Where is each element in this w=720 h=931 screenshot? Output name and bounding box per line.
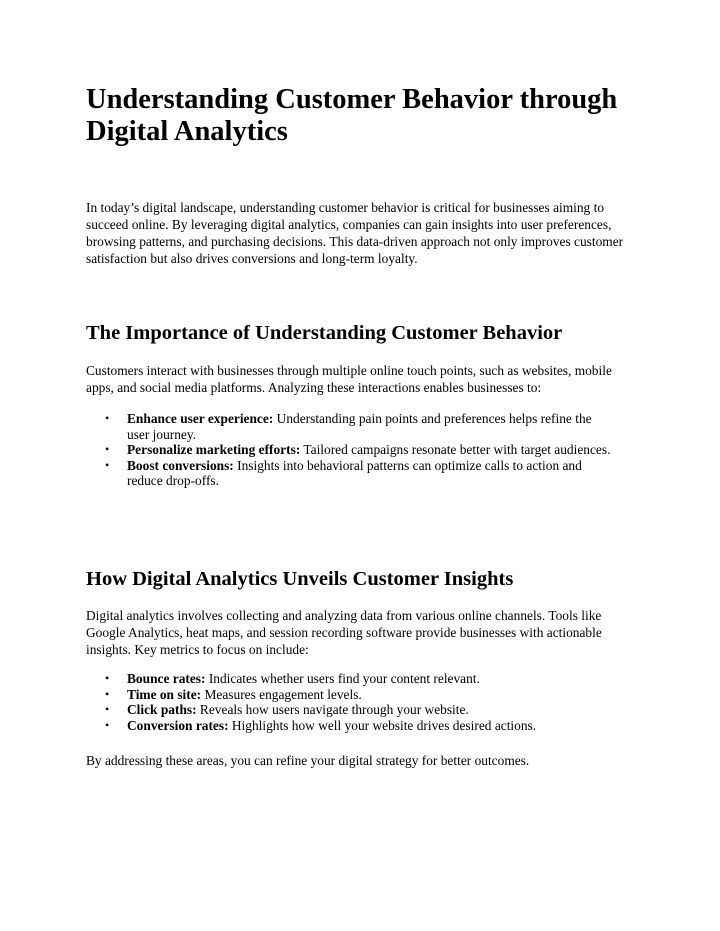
section-heading-digital-analytics: How Digital Analytics Unveils Customer Insights — [86, 568, 514, 590]
bullet-icon: • — [105, 442, 110, 456]
bullet-icon: • — [105, 671, 110, 685]
bullet-list-importance — [86, 411, 646, 489]
list-item-bold: Bounce rates: — [127, 671, 206, 686]
list-item-text: Reveals how users navigate through your website. — [196, 702, 469, 717]
list-item-text: Insights into behavioral patterns can optimize calls to action and reduce drop-offs. — [127, 457, 582, 488]
list-item-bold: Time on site: — [127, 686, 202, 702]
page-title: Understanding Customer Behavior through Digital Analytics — [86, 84, 618, 147]
list-item — [86, 702, 617, 718]
list-item-bold: Boost conversions: — [127, 457, 234, 473]
list-item-text: Understanding pain points and preferences helps refine the user journey. — [127, 411, 592, 442]
list-item — [86, 671, 617, 687]
list-item-text: Measures engagement levels. — [201, 686, 362, 702]
bullet-list-metrics — [86, 671, 646, 733]
bullet-icon: • — [105, 717, 110, 732]
bullet-icon: • — [105, 686, 110, 701]
list-item — [86, 458, 617, 489]
list-item-text: Highlights how well your website drives desired actions. — [228, 717, 537, 733]
bullet-icon: • — [105, 702, 110, 716]
section-heading-importance: The Importance of Understanding Customer Behavior — [86, 322, 563, 344]
section-paragraph-importance: Customers interact with businesses through multiple online touch points, such as websites, mobile apps, and social media platforms. Analyzing these interactions enables businesses to: — [86, 363, 612, 395]
section-paragraph-digital-analytics: Digital analytics involves collecting and analyzing data from various online channels. Tools like Google Analytics, heat maps, and session recording software provide businesses with actionable insights. Key metrics to focus on include: — [86, 608, 602, 657]
intro-paragraph: In today’s digital landscape, understanding customer behavior is critical for businesses aiming to succeed online. By leveraging digital analytics, companies can gain insights into user preferences, browsing patterns, and purchasing decisions. This data-driven approach not only improves customer satisfaction but also drives conversions and long-term loyalty. — [86, 200, 624, 266]
list-item — [86, 718, 617, 734]
list-item-text: Tailored campaigns resonate better with target audiences. — [300, 442, 611, 457]
list-item-bold: Personalize marketing efforts: — [127, 442, 301, 457]
bullet-icon: • — [105, 457, 110, 472]
closing-paragraph: By addressing these areas, you can refine your digital strategy for better outcomes. — [86, 753, 530, 768]
list-item-bold: Click paths: — [127, 702, 197, 717]
list-item-bold: Conversion rates: — [127, 717, 229, 733]
list-item — [86, 411, 617, 442]
list-item — [86, 442, 617, 458]
list-item-text: Indicates whether users find your content relevant. — [205, 671, 480, 686]
list-item-bold: Enhance user experience: — [127, 411, 274, 426]
list-item — [86, 687, 617, 703]
bullet-icon: • — [105, 411, 110, 425]
